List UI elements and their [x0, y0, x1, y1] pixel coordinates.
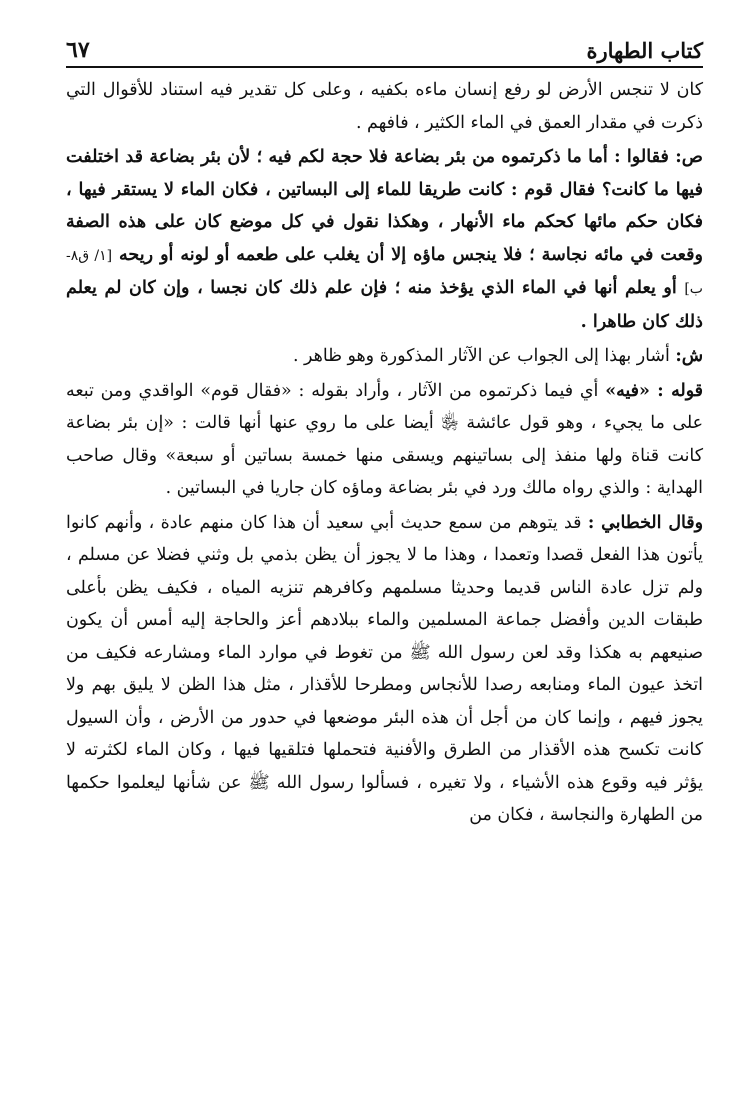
paragraph-lead: ش: [675, 346, 703, 366]
commentary-paragraph [66, 375, 703, 505]
commentary-paragraph [66, 340, 703, 373]
paragraph-text: أشار بهذا إلى الجواب عن الآثار المذكورة وهو ظاهر . [293, 346, 670, 366]
paragraph-lead: قوله : «فيه» [605, 380, 703, 401]
paragraph-text-continued: أو يعلم أنها في الماء الذي يؤخذ منه ؛ فإن علم ذلك كان نجسا ، وإن كان لم يعلم ذلك كان طاهرا . [66, 277, 703, 332]
page-body [66, 74, 703, 832]
chapter-title: كتاب الطهارة [586, 37, 703, 63]
matn-paragraph [66, 141, 703, 338]
book-page [66, 30, 703, 834]
paragraph-lead: ص: [675, 146, 703, 167]
paragraph-text: فقالوا : أما ما ذكرتموه من بئر بضاعة فلا حجة لكم فيه ؛ لأن بئر بضاعة قد اختلفت فيها ما كانت؟ فقال قوم : كانت طريقا للماء إلى البساتين ، فكان الماء لا يستقر فيها ، فكان حكم مائها كحكم ماء الأنهار ، وهكذا نقول في كل موضع كان على هذه الصفة وقعت في مائه نجاسة ؛ فلا ينجس ماؤه إلا أن يغلب على طعمه أو لونه أو ريحه [66, 146, 703, 265]
running-header [66, 30, 703, 62]
manuscript-folio-reference: [١/ ق٨-ب] [66, 247, 703, 297]
paragraph-text: أي فيما ذكرتموه من الآثار ، وأراد بقوله : «فقال قوم» الواقدي ومن تبعه على ما يجيء ، وهو قول عائشة ﵂ أيضا على ما روي عنها أنها قالت : «إن بئر بضاعة كانت قناة ولها منفذ إلى بساتينهم ويسقى منها خمسة بساتين أو سبعة» وقال صاحب الهداية : والذي رواه مالك ورد في بئر بضاعة وماؤه كان جاريا في البساتين . [66, 380, 703, 498]
paragraph-text: قد يتوهم من سمع حديث أبي سعيد أن هذا كان منهم عادة ، وأنهم كانوا يأتون هذا الفعل قصدا وتعمدا ، وهذا ما لا يجوز أن يظن بذمي بل وثني فضلا عن مسلم ، ولم تزل عادة الناس قديما وحديثا مسلمهم وكافرهم تنزيه المياه ، فكيف يظن بأعلى طبقات الدين وأفضل جماعة المسلمين والماء ببلادهم أعز والحاجة إليه أمس أن يكون صنيعهم به هكذا وقد لعن رسول الله ﷺ من تغوط في موارد الماء ومشارعه فكيف من اتخذ عيون الماء ومنابعه رصدا للأنجاس ومطرحا للأقذار ، مثل هذا الظن لا يليق بهم ولا يجوز فيهم ، وإنما كان من أجل أن هذه البئر موضعها في حدور من الأرض ، وأن السيول كانت تكسح هذه الأقذار من الطرق والأفنية فتحملها فتلقيها فيها ، وكان الماء لكثرته لا يؤثر فيه وقوع هذه الأشياء ، ولا تغيره ، فسألوا رسول الله ﷺ عن شأنها ليعلموا حكمها من الطهارة والنجاسة ، فكان من [66, 512, 703, 825]
page-number: ٦٧ [66, 36, 90, 63]
commentary-paragraph-continuation [66, 74, 703, 139]
header-rule [66, 66, 703, 68]
paragraph-lead: وقال الخطابي : [587, 512, 703, 533]
commentary-paragraph [66, 507, 703, 832]
paragraph-text: كان لا تنجس الأرض لو رفع إنسان ماءه بكفيه ، وعلى كل تقدير فيه استناد للأقوال التي ذكرت في مقدار العمق في الماء الكثير ، فافهم . [66, 80, 703, 133]
